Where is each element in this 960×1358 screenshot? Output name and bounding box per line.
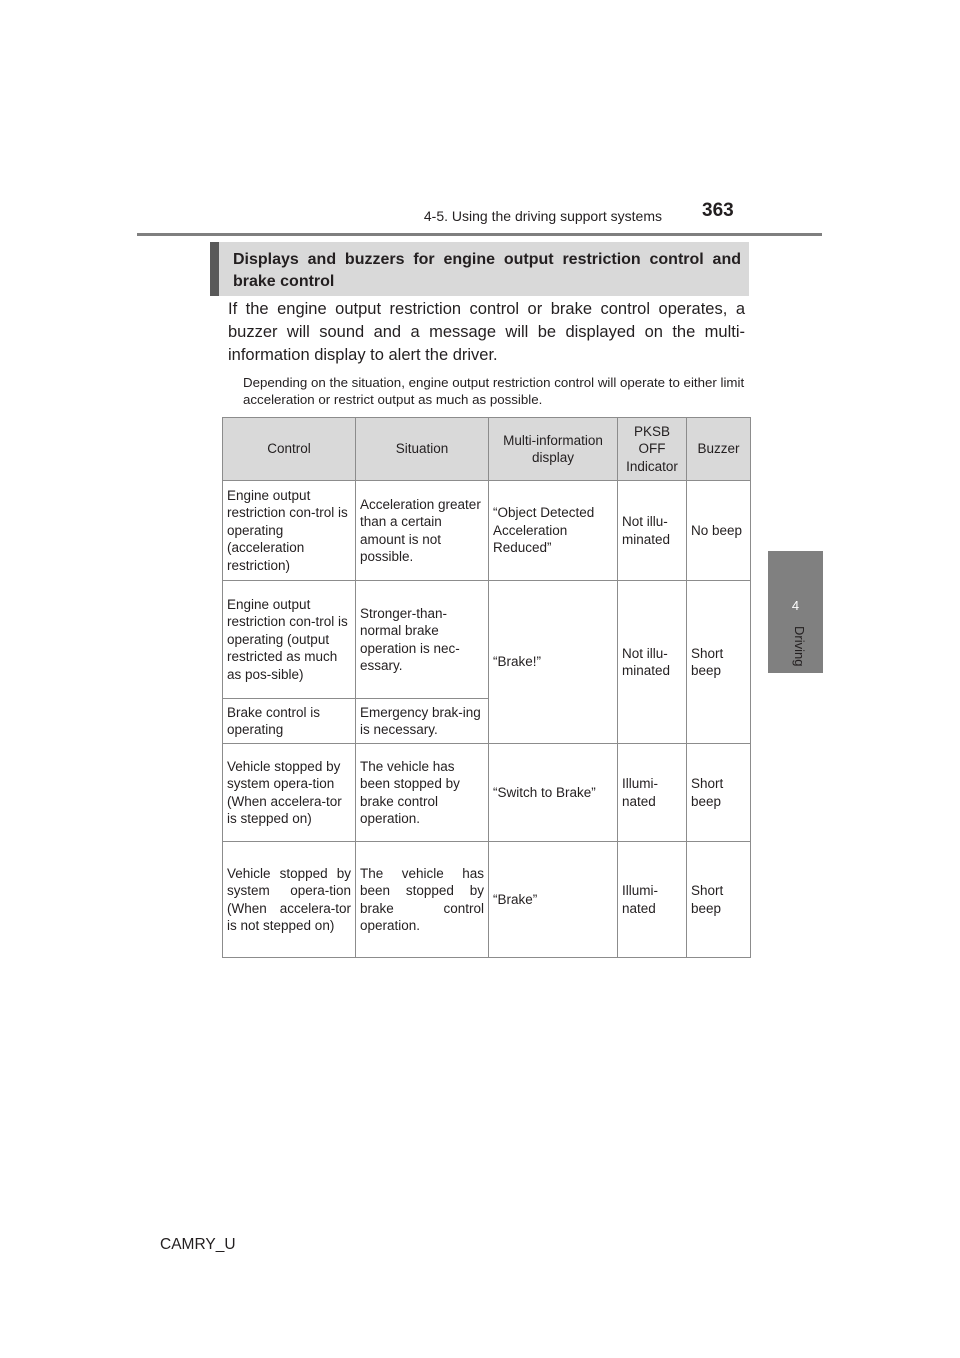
chapter-number: 4 [791, 598, 800, 613]
note-paragraph: Depending on the situation, engine output restriction control will operate to either limit acceleration or restrict output as much as possible. [243, 375, 745, 407]
page-footer-code: CAMRY_U [160, 1236, 236, 1253]
cell-control: Vehicle stopped by system opera-tion (When accelera-tor is not stepped on) [223, 842, 356, 958]
cell-situation: The vehicle has been stopped by brake control operation. [356, 744, 489, 842]
header-multi-information-display: Multi-information display [489, 418, 618, 481]
table-row [223, 481, 751, 581]
cell-buzzer: No beep [687, 481, 751, 581]
cell-display: “Brake!” [489, 581, 618, 744]
cell-indicator: Not illu-minated [618, 481, 687, 581]
cell-display: “Switch to Brake” [489, 744, 618, 842]
section-heading-box [210, 242, 749, 296]
cell-control: Engine output restriction con-trol is operating (output restricted as much as pos-sible) [223, 581, 356, 699]
cell-control: Engine output restriction con-trol is operating (acceleration restriction) [223, 481, 356, 581]
cell-buzzer: Short beep [687, 842, 751, 958]
cell-display: “Object Detected Acceleration Reduced” [489, 481, 618, 581]
table-row [223, 842, 751, 958]
control-display-table [222, 417, 751, 958]
table-row [223, 744, 751, 842]
header-section-title: 4-5. Using the driving support systems [423, 208, 662, 224]
table-header-row [223, 418, 751, 481]
cell-buzzer: Short beep [687, 744, 751, 842]
cell-indicator: Illumi-nated [618, 842, 687, 958]
page-number: 363 [702, 200, 734, 221]
section-title: Displays and buzzers for engine output restriction control and brake control [233, 251, 741, 290]
cell-indicator: Illumi-nated [618, 744, 687, 842]
cell-buzzer: Short beep [687, 581, 751, 744]
chapter-label: Driving [792, 626, 807, 667]
cell-indicator: Not illu-minated [618, 581, 687, 744]
header-buzzer: Buzzer [687, 418, 751, 481]
table-row [223, 581, 751, 699]
cell-situation: Stronger-than-normal brake operation is nec-essary. [356, 581, 489, 699]
cell-control: Brake control is operating [223, 699, 356, 744]
cell-display: “Brake” [489, 842, 618, 958]
cell-situation: Acceleration greater than a certain amount is not possible. [356, 481, 489, 581]
header-pksb-off-indicator: PKSB OFF Indicator [618, 418, 687, 481]
header-control: Control [223, 418, 356, 481]
header-rule [137, 233, 822, 236]
cell-control: Vehicle stopped by system opera-tion (When accelera-tor is stepped on) [223, 744, 356, 842]
intro-paragraph: If the engine output restriction control or brake control operates, a buzzer will sound and a message will be displayed on the multi-information display to alert the driver. [228, 300, 745, 364]
cell-situation: The vehicle has been stopped by brake control operation. [356, 842, 489, 958]
cell-situation: Emergency brak-ing is necessary. [356, 699, 489, 744]
header-situation: Situation [356, 418, 489, 481]
